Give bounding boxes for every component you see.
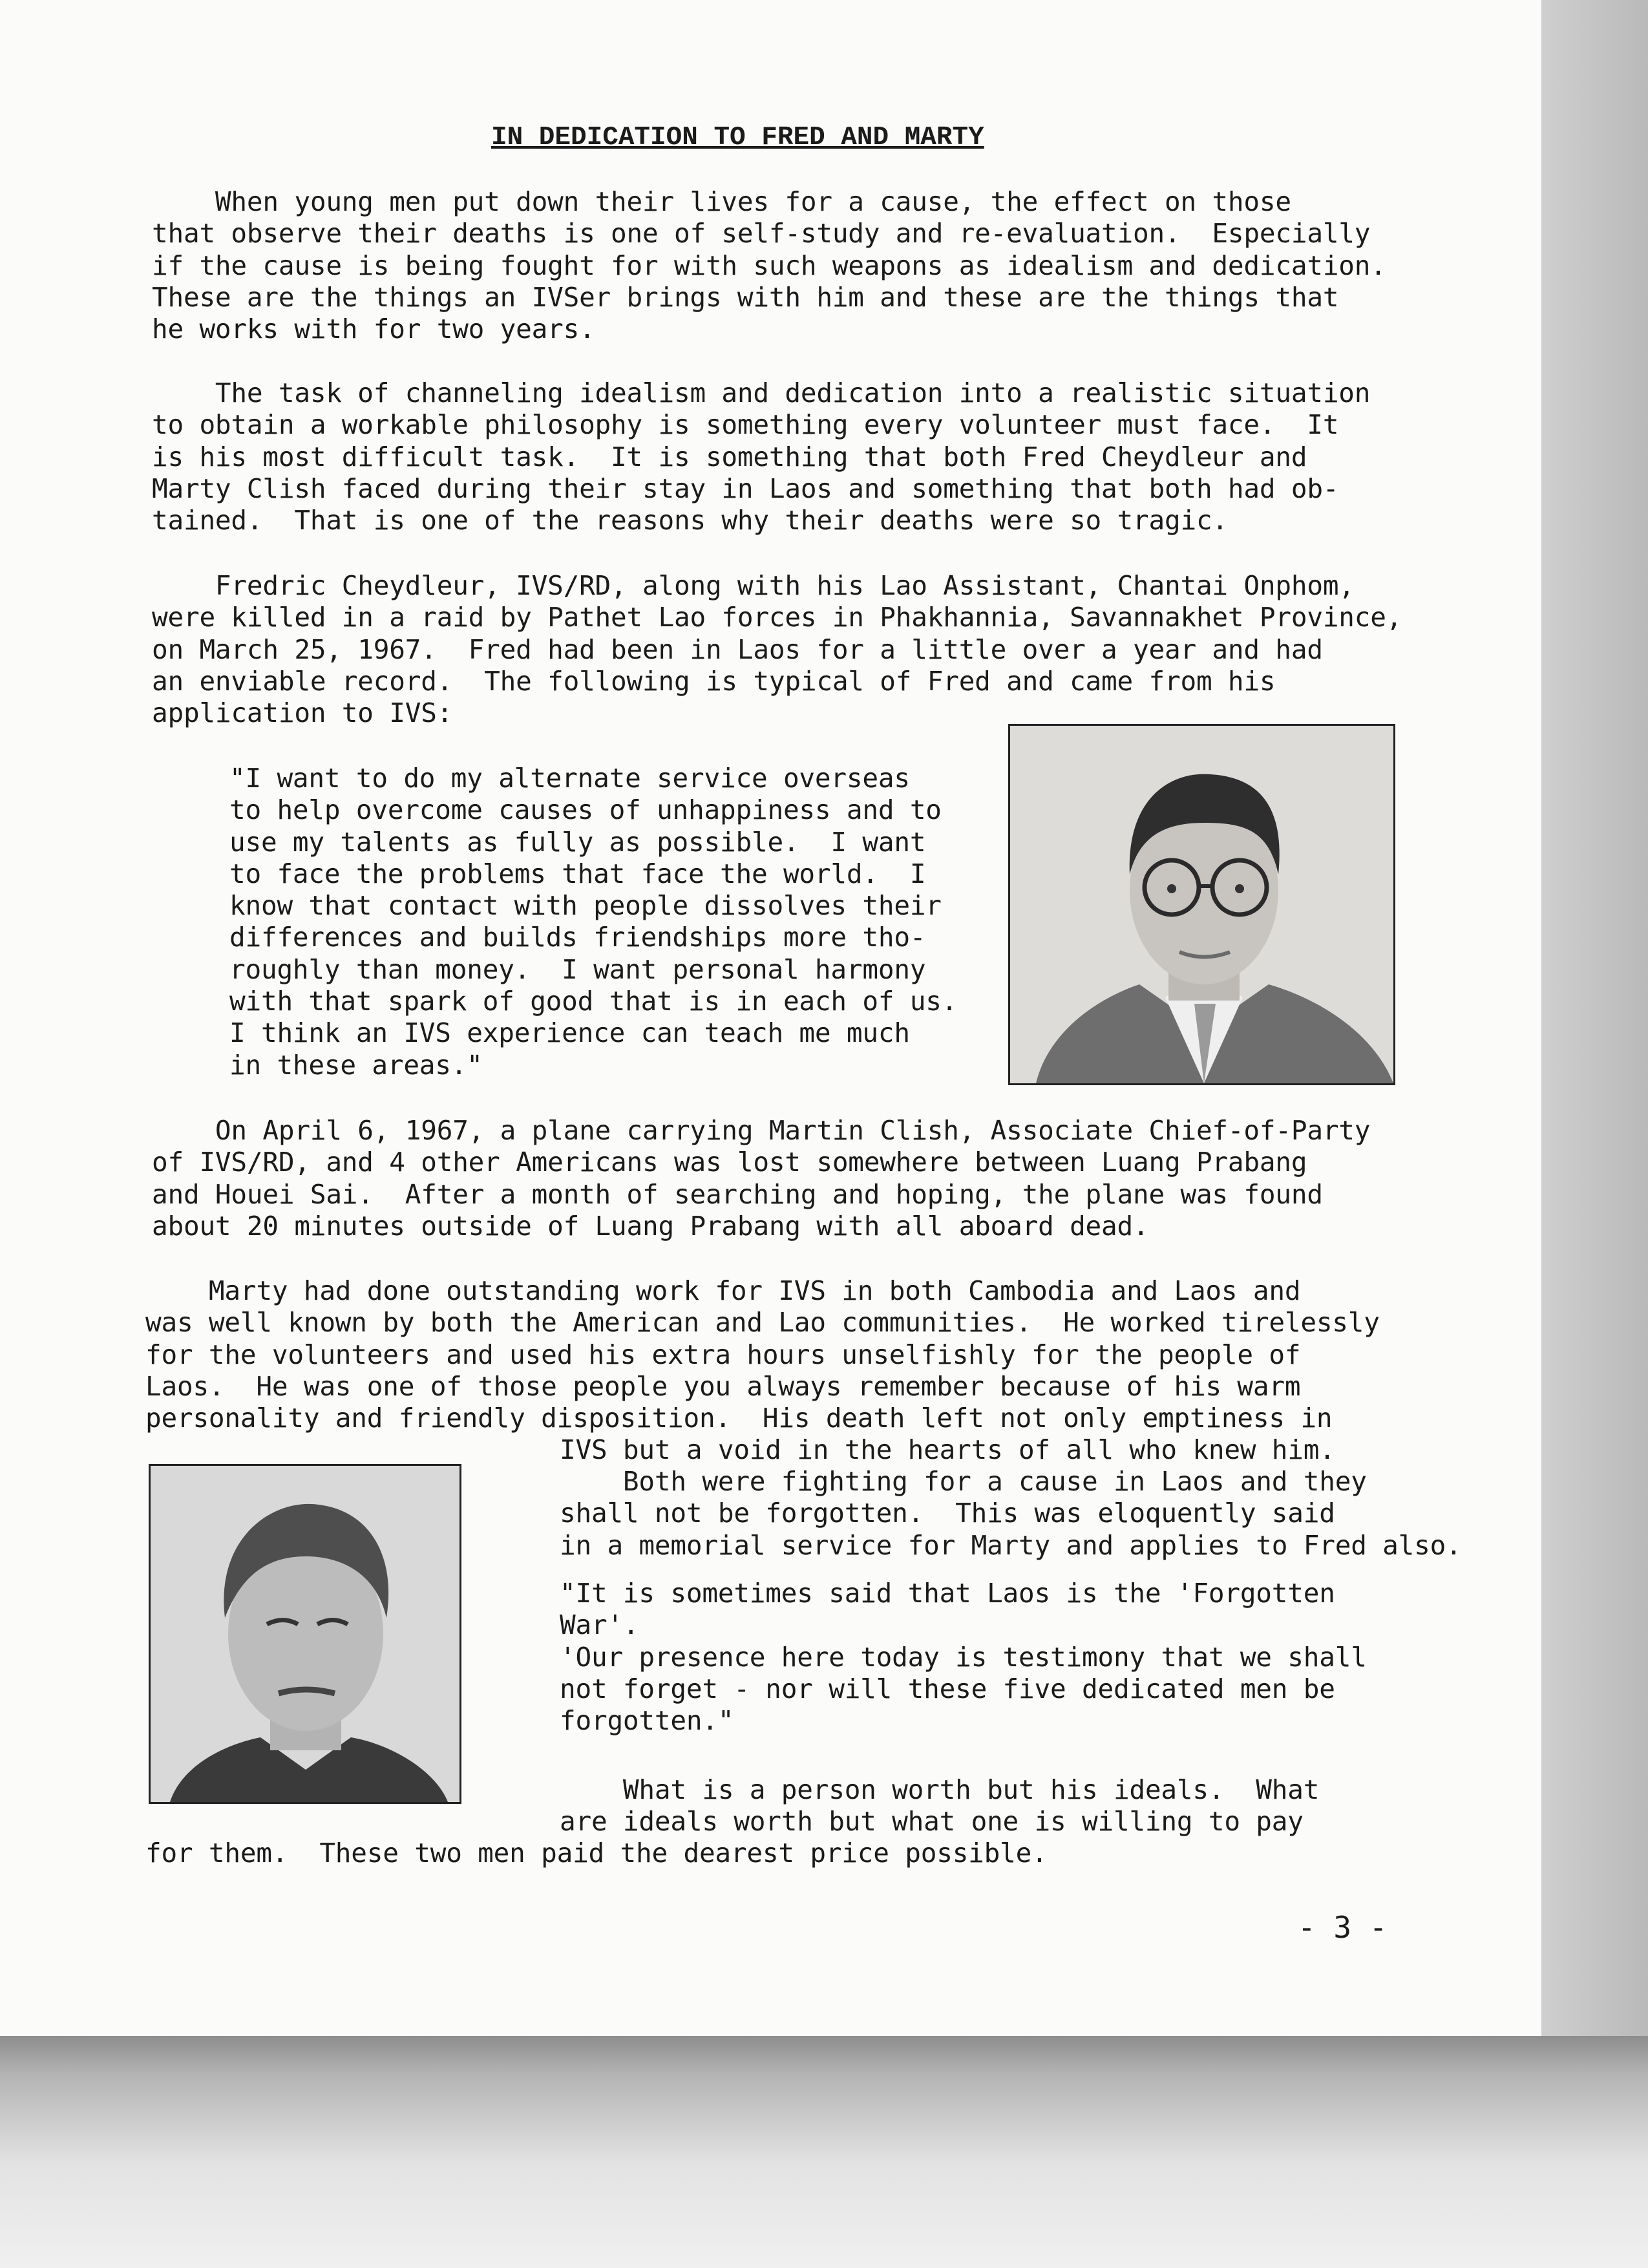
marty-clish-portrait [149, 1464, 461, 1804]
paragraph-intro: When young men put down their lives for a cause, the effect on those that observe their deaths is one of self-study and re-evaluation. Especially if the cause is being fought for with such weapons as idealism and dedication. These are the things an IVSer brings with him and these are the things that he works with for two years. [152, 186, 1386, 345]
page-title: IN DEDICATION TO FRED AND MARTY [491, 123, 984, 153]
paragraph-fredric: Fredric Cheydleur, IVS/RD, along with his Lao Assistant, Chantai Onphom, were killed in a raid by Pathet Lao forces in Phakhannia, Savannakhet Province, on March 25, 1967. Fred had been in Laos for a little over a year and had an enviable record. The following is typical of Fred and came from his application to IVS: [152, 570, 1402, 729]
memorial-quote: "It is sometimes said that Laos is the 'Forgotten War'. 'Our presence here today is testimony that we shall not forget - nor will these five dedicated men be forgotten." [560, 1578, 1367, 1737]
scan-shadow [0, 2036, 1648, 2268]
paragraph-closing-end: for them. These two men paid the dearest price possible. [145, 1838, 1048, 1869]
paragraph-closing: What is a person worth but his ideals. What are ideals worth but what one is willing to pay [560, 1774, 1320, 1838]
fred-cheydleur-portrait [1008, 724, 1395, 1085]
paragraph-marty: Marty had done outstanding work for IVS in both Cambodia and Laos and was well known by both the American and Lao communities. He worked tirelessly for the volunteers and used his extra hours unselfishly for the people of Laos. He was one of those people you always remember because of his warm personality and friendly disposition. His death left not only emptiness in [145, 1275, 1380, 1434]
fred-quote: "I want to do my alternate service overseas to help overcome causes of unhappiness and to use my talents as fully as possible. I want to face the problems that face the world. I know that contact with people dissolves their differences and builds friendships more tho- roughly than money. I want personal harmony with that spark of good that is in each of us. I think an IVS experience can teach me much in these areas." [229, 763, 958, 1081]
page-number: - 3 - [1298, 1910, 1388, 1945]
paragraph-task: The task of channeling idealism and dedication into a realistic situation to obtain a workable philosophy is something every volunteer must face. It is his most difficult task. It is something that both Fred Cheydleur and Marty Clish faced during their stay in Laos and something that both had ob- tained. That is one of the reasons why their deaths were so tragic. [152, 377, 1371, 536]
page-edge [1541, 0, 1648, 2036]
paragraph-martin: On April 6, 1967, a plane carrying Martin Clish, Associate Chief-of-Party of IVS/RD, and 4 other Americans was lost somewhere between Luang Prabang and Houei Sai. After a month of searching and hoping, the plane was found about 20 minutes outside of Luang Prabang with all aboard dead. [152, 1115, 1371, 1242]
paragraph-marty-end: IVS but a void in the hearts of all who knew him. [560, 1434, 1335, 1465]
paragraph-both: Both were fighting for a cause in Laos and they shall not be forgotten. This was eloquently said in a memorial service for Marty and applies to Fred also. [560, 1466, 1462, 1561]
